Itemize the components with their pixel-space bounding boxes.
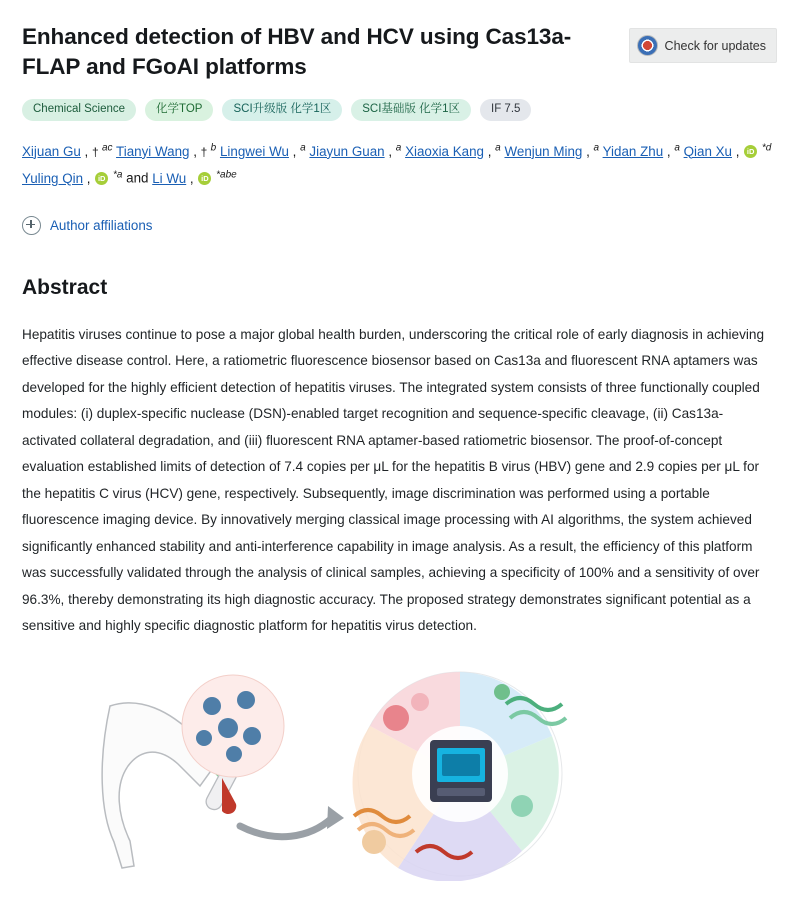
author-affiliation-marker: a <box>593 142 600 154</box>
author-entry: Tianyi Wang , † $^b$ <box>116 142 217 159</box>
author-affiliation-marker: *d <box>761 142 772 154</box>
badge-list <box>22 99 777 121</box>
virus-cluster <box>182 675 284 777</box>
author-name-link[interactable]: Li Wu <box>152 170 187 186</box>
author-name-link[interactable]: Tianyi Wang <box>116 143 190 159</box>
author-connector: and <box>122 170 153 186</box>
badge: 化学TOP <box>145 99 213 121</box>
badge: Chemical Science <box>22 99 136 121</box>
author-dagger-marker: † <box>91 144 102 159</box>
author-affiliation-marker: a <box>300 142 306 154</box>
workflow-circle <box>352 672 565 881</box>
author-name-link[interactable]: Wenjun Ming <box>504 143 583 159</box>
author-affiliation-marker: b <box>210 142 217 154</box>
author-affiliation-marker: *abe <box>216 169 237 181</box>
author-affiliations-toggle[interactable] <box>22 216 777 235</box>
author-name-link[interactable]: Lingwei Wu <box>219 143 289 159</box>
author-dagger-marker: † <box>200 144 211 159</box>
badge: IF 7.5 <box>480 99 531 121</box>
author-entry: Li Wu , iD $^{*abe}$ <box>152 171 236 186</box>
author-entry: Xiaoxia Kang , $^a$ <box>405 142 501 159</box>
abstract-text: Hepatitis viruses continue to pose a major global health burden, underscoring the critical role of early diagnosis in achieving effective disease control. Here, a ratiometric fluorescence biosensor based on Cas13a and fluorescent RNA aptamers was developed for the highly efficient detection of hepatitis viruses. The integrated system consists of three functionally coupled modules: (i) duplex-specific nuclease (DSN)-enabled target recognition and sequence-specific cleavage, (ii) Cas13a-activated collateral degradation, and (iii) fluorescent RNA aptamer-based ratiometric biosensor. The proof-of-concept evaluation established limits of detection of 7.4 copies per μL for the hepatitis B virus (HBV) gene and 2.9 copies per μL for the hepatitis C virus (HCV) gene, respectively. Subsequently, image discrimination was performed using a portable fluorescence imaging device. By innovatively merging classical image processing with AI algorithms, the system achieved significantly enhanced stability and anti-interference capability in image analysis. As a result, the efficiency of this platform was successfully validated through the analysis of clinical samples, achieving a specificity of 100% and a sensitivity of over 96.3%, thereby demonstrating its high diagnostic accuracy. The proposed strategy demonstrates significant potential as a sensitive and highly specific diagnostic platform for hepatitis virus detection. <box>22 326 765 634</box>
crossmark-label: Check for updates <box>664 38 766 53</box>
abstract-heading: Abstract <box>22 275 108 299</box>
crossmark-logo-icon <box>637 35 658 56</box>
author-entry: Xijuan Gu , † $^{ac}$ <box>22 142 113 159</box>
badge: SCI基础版 化学1区 <box>351 99 471 121</box>
author-entry: Lingwei Wu , $^a$ <box>219 142 306 159</box>
orcid-icon[interactable] <box>198 172 211 185</box>
author-name-link[interactable]: Xijuan Gu <box>22 143 81 159</box>
author-affiliation-marker: ac <box>102 142 113 154</box>
author-affiliations-label: Author affiliations <box>50 217 153 233</box>
author-entry: Yidan Zhu , $^a$ <box>602 142 680 159</box>
author-name-link[interactable]: Qian Xu <box>683 143 732 159</box>
orcid-icon[interactable] <box>95 172 108 185</box>
author-affiliation-marker: a <box>395 142 402 154</box>
crossmark-button[interactable] <box>629 28 777 63</box>
author-name-link[interactable]: Xiaoxia Kang <box>405 143 484 159</box>
graphical-abstract-image <box>22 666 777 881</box>
flow-arrow-icon <box>240 818 332 837</box>
author-entry: Wenjun Ming , $^a$ <box>504 142 600 159</box>
author-affiliation-marker: a <box>674 142 680 154</box>
title-row <box>22 22 777 81</box>
author-name-link[interactable]: Yuling Qin <box>22 170 84 186</box>
author-list <box>22 138 777 193</box>
author-entry: Jiayun Guan , $^a$ <box>309 142 402 159</box>
badge: SCI升级版 化学1区 <box>222 99 342 121</box>
author-name-link[interactable]: Jiayun Guan <box>309 143 385 159</box>
author-name-link[interactable]: Yidan Zhu <box>602 143 664 159</box>
author-affiliation-marker: a <box>495 142 501 154</box>
author-affiliation-marker: *a <box>112 169 123 181</box>
plus-circle-icon <box>22 216 41 235</box>
page-title: Enhanced detection of HBV and HCV using Cas13a-FLAP and FGoAI platforms <box>22 24 572 79</box>
author-entry: Yuling Qin , iD $^{*a}$ <box>22 171 122 186</box>
orcid-icon[interactable] <box>744 145 757 158</box>
author-entry: Qian Xu , iD $^{*d}$ <box>684 144 772 159</box>
